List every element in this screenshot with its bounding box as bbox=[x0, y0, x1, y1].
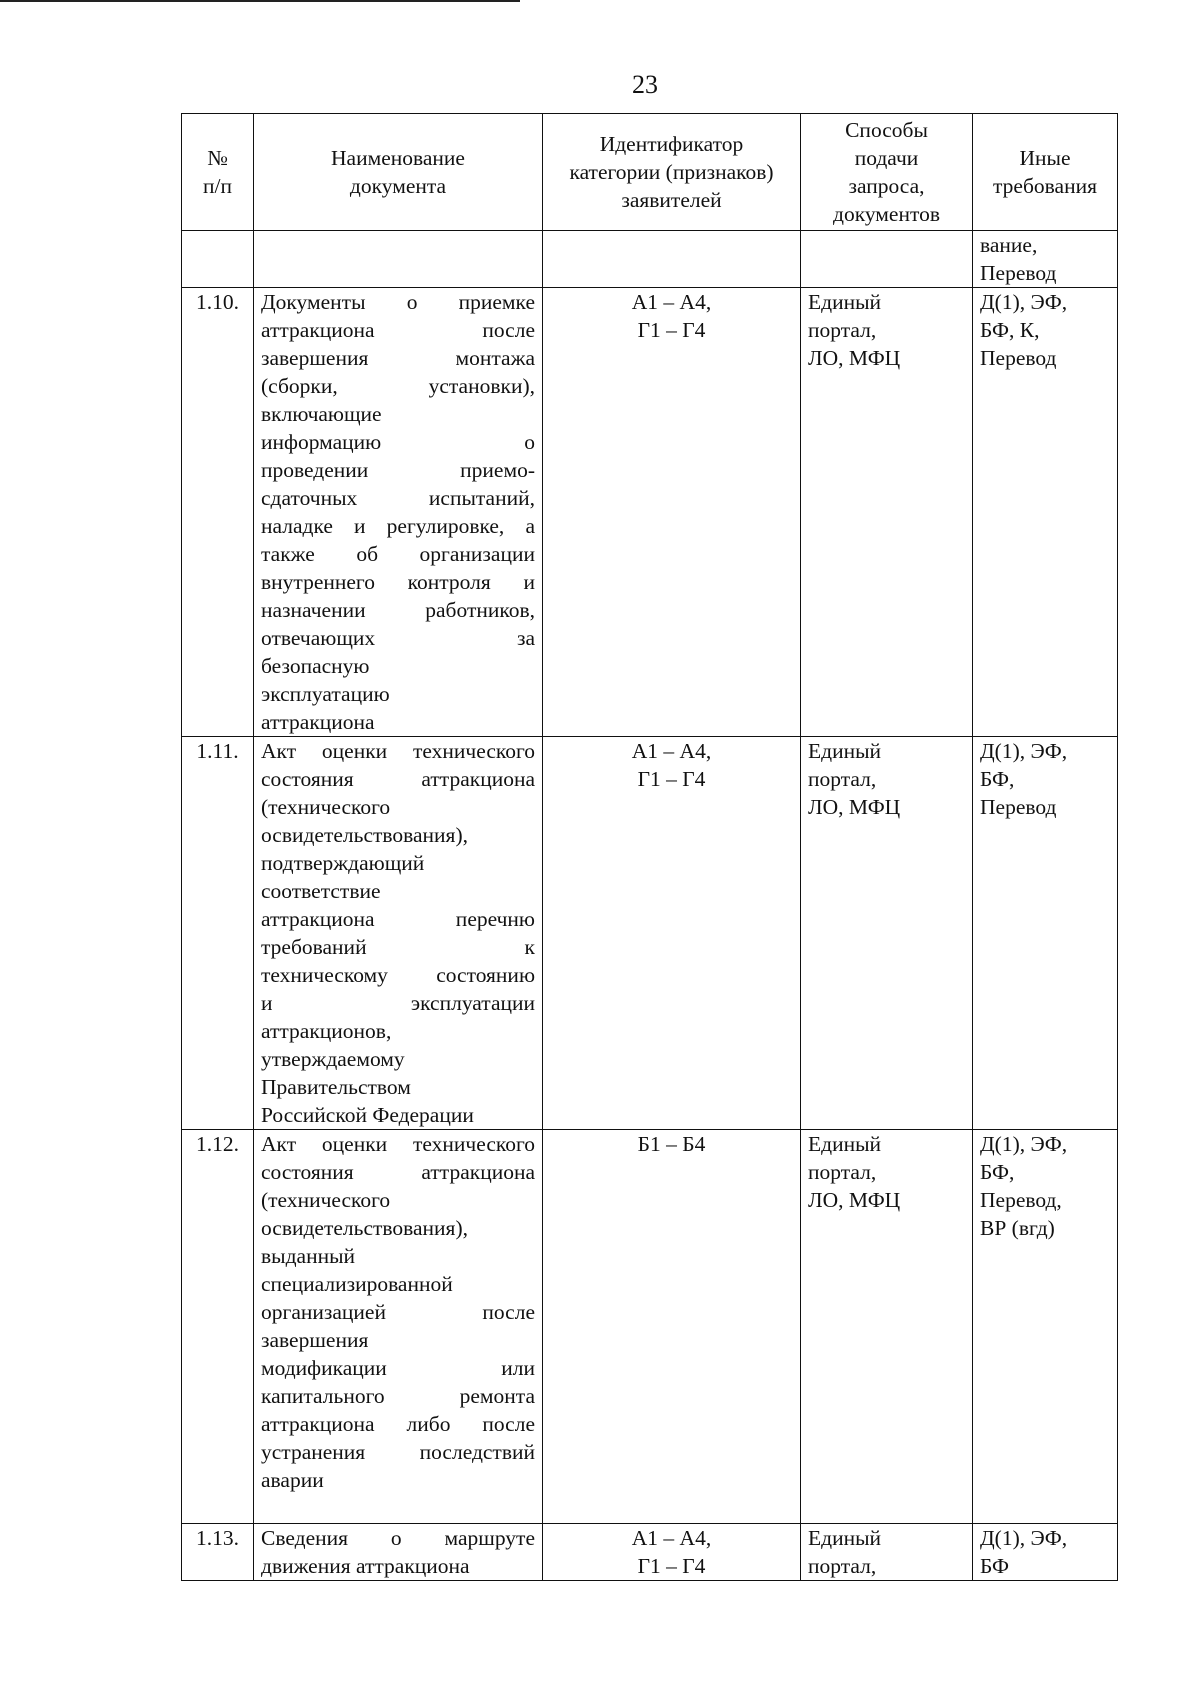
cell-line: аттракциона либо после bbox=[261, 1412, 535, 1436]
cell-line: аварии bbox=[261, 1468, 324, 1492]
cell-line: состояния аттракциона bbox=[261, 767, 535, 791]
cell-line: ЛО, МФЦ bbox=[808, 795, 901, 819]
cell-line: Единый bbox=[808, 1132, 882, 1156]
cell-line: аттракциона перечню bbox=[261, 907, 535, 931]
cell-line: капитального ремонта bbox=[261, 1384, 535, 1408]
other-requirements bbox=[973, 737, 1118, 1130]
other-requirements bbox=[973, 288, 1118, 737]
cell-line: Б1 – Б4 bbox=[637, 1132, 706, 1156]
row-number: 1.11. bbox=[182, 737, 254, 1130]
table-row bbox=[182, 1524, 1118, 1581]
cell-line: Сведения о маршруте bbox=[261, 1526, 535, 1550]
document-name bbox=[254, 737, 543, 1130]
cell-line: выданный bbox=[261, 1244, 356, 1268]
cell-line: Иные bbox=[1019, 146, 1071, 170]
cell-line: сдаточных испытаний, bbox=[261, 486, 535, 510]
cell-line: специализированной bbox=[261, 1272, 453, 1296]
cell-line: Г1 – Г4 bbox=[637, 318, 706, 342]
document-name bbox=[254, 288, 543, 737]
cell-line: включающие bbox=[261, 402, 382, 426]
other-requirements bbox=[973, 1130, 1118, 1524]
cell-line: информацию о bbox=[261, 430, 535, 454]
cell-line: и эксплуатации bbox=[261, 991, 535, 1015]
cell-line: Перевод, bbox=[980, 1188, 1062, 1212]
top-scan-rule-mid bbox=[400, 0, 520, 2]
cell-line: состояния аттракциона bbox=[261, 1160, 535, 1184]
applicant-category-id bbox=[543, 737, 801, 1130]
applicant-category-id bbox=[543, 1130, 801, 1524]
header-req bbox=[973, 114, 1118, 231]
top-scan-rule-left bbox=[0, 0, 400, 2]
cell-line: ЛО, МФЦ bbox=[808, 1188, 901, 1212]
document-name bbox=[254, 1524, 543, 1581]
cell-line: требований к bbox=[261, 935, 535, 959]
table-header-row bbox=[182, 114, 1118, 231]
cell-line: эксплуатацию bbox=[261, 682, 390, 706]
cell-line: БФ, К, bbox=[980, 318, 1040, 342]
cell-line: Перевод bbox=[980, 261, 1057, 285]
submission-methods bbox=[801, 1130, 973, 1524]
cell-line: Российской Федерации bbox=[261, 1103, 474, 1127]
cell-line: БФ, bbox=[980, 1160, 1015, 1184]
cell-line: портал, bbox=[808, 1160, 877, 1184]
cell-line: запроса, bbox=[848, 174, 925, 198]
cell-line: категории (признаков) bbox=[569, 160, 774, 184]
cell-line: Д(1), ЭФ, bbox=[980, 1526, 1068, 1550]
cell-line: Перевод bbox=[980, 346, 1057, 370]
other-requirements bbox=[973, 1524, 1118, 1581]
cell-line: отвечающих за bbox=[261, 626, 535, 650]
cell-line: подачи bbox=[854, 146, 919, 170]
continuation-name bbox=[254, 231, 543, 288]
cell-line: Правительством bbox=[261, 1075, 411, 1099]
cell-line: требования bbox=[993, 174, 1097, 198]
cell-line: Г1 – Г4 bbox=[637, 1554, 706, 1578]
cell-line: портал, bbox=[808, 767, 877, 791]
cell-line: А1 – А4, bbox=[631, 739, 712, 763]
cell-line: аттракционов, bbox=[261, 1019, 392, 1043]
submission-methods bbox=[801, 1524, 973, 1581]
cell-line: документов bbox=[833, 202, 940, 226]
continuation-way bbox=[801, 231, 973, 288]
cell-line: п/п bbox=[203, 174, 232, 198]
row-number: 1.10. bbox=[182, 288, 254, 737]
cell-line: портал, bbox=[808, 1554, 877, 1578]
page-number: 23 bbox=[632, 70, 658, 99]
document-name bbox=[254, 1130, 543, 1524]
cell-line: Единый bbox=[808, 290, 882, 314]
cell-line: Единый bbox=[808, 1526, 882, 1550]
header-name bbox=[254, 114, 543, 231]
cell-line: ЛО, МФЦ bbox=[808, 346, 901, 370]
cell-line: безопасную bbox=[261, 654, 370, 678]
cell-line: подтверждающий bbox=[261, 851, 425, 875]
cell-line: освидетельствования), bbox=[261, 823, 468, 847]
table-row bbox=[182, 737, 1118, 1130]
cell-line: назначении работников, bbox=[261, 598, 535, 622]
cell-line: документа bbox=[349, 174, 447, 198]
cell-line: (сборки, установки), bbox=[261, 374, 535, 398]
cell-line: модификации или bbox=[261, 1356, 535, 1380]
cell-line: Акт оценки технического bbox=[261, 1132, 535, 1156]
cell-line: БФ, bbox=[980, 767, 1015, 791]
cell-line: освидетельствования), bbox=[261, 1216, 468, 1240]
continuation-id bbox=[543, 231, 801, 288]
cell-line: А1 – А4, bbox=[631, 290, 712, 314]
row-number: 1.12. bbox=[182, 1130, 254, 1524]
cell-line: аттракциона bbox=[261, 710, 375, 734]
row-number: 1.13. bbox=[182, 1524, 254, 1581]
cell-line: (технического bbox=[261, 1188, 391, 1212]
table-row bbox=[182, 288, 1118, 737]
table-row bbox=[182, 1130, 1118, 1524]
cell-line: ВР (вгд) bbox=[980, 1216, 1055, 1240]
cell-line: Документы о приемке bbox=[261, 290, 535, 314]
cell-line: Перевод bbox=[980, 795, 1057, 819]
cell-line: Способы bbox=[845, 118, 928, 142]
continuation-req bbox=[973, 231, 1118, 288]
cell-line: утверждаемому bbox=[261, 1047, 405, 1071]
cell-line: заявителей bbox=[621, 188, 722, 212]
header-num bbox=[182, 114, 254, 231]
header-way bbox=[801, 114, 973, 231]
documents-table bbox=[181, 113, 1118, 1581]
cell-line: внутреннего контроля и bbox=[261, 570, 535, 594]
cell-line: (технического bbox=[261, 795, 391, 819]
cell-line: Единый bbox=[808, 739, 882, 763]
cell-line: соответствие bbox=[261, 879, 381, 903]
cell-line: № bbox=[207, 146, 228, 170]
cell-line: А1 – А4, bbox=[631, 1526, 712, 1550]
cell-line: завершения bbox=[261, 1328, 369, 1352]
cell-line: вание, bbox=[980, 233, 1038, 257]
cell-line: завершения монтажа bbox=[261, 346, 535, 370]
cell-line: также об организации bbox=[261, 542, 535, 566]
cell-line: Идентификатор bbox=[599, 132, 744, 156]
cell-line: устранения последствий bbox=[261, 1440, 535, 1464]
cell-line: Д(1), ЭФ, bbox=[980, 1132, 1068, 1156]
applicant-category-id bbox=[543, 1524, 801, 1581]
continuation-row bbox=[182, 231, 1118, 288]
cell-line: портал, bbox=[808, 318, 877, 342]
continuation-num bbox=[182, 231, 254, 288]
cell-line: Акт оценки технического bbox=[261, 739, 535, 763]
cell-line: Наименование bbox=[331, 146, 465, 170]
cell-line: техническому состоянию bbox=[261, 963, 535, 987]
cell-line: Д(1), ЭФ, bbox=[980, 290, 1068, 314]
cell-line: Д(1), ЭФ, bbox=[980, 739, 1068, 763]
submission-methods bbox=[801, 288, 973, 737]
cell-line: аттракциона после bbox=[261, 318, 535, 342]
submission-methods bbox=[801, 737, 973, 1130]
cell-line: наладке и регулировке, а bbox=[261, 514, 535, 538]
cell-line: БФ bbox=[980, 1554, 1010, 1578]
cell-line: Г1 – Г4 bbox=[637, 767, 706, 791]
cell-line: движения аттракциона bbox=[261, 1554, 470, 1578]
cell-line: организацией после bbox=[261, 1300, 535, 1324]
applicant-category-id bbox=[543, 288, 801, 737]
header-id bbox=[543, 114, 801, 231]
cell-line: проведении приемо- bbox=[261, 458, 535, 482]
